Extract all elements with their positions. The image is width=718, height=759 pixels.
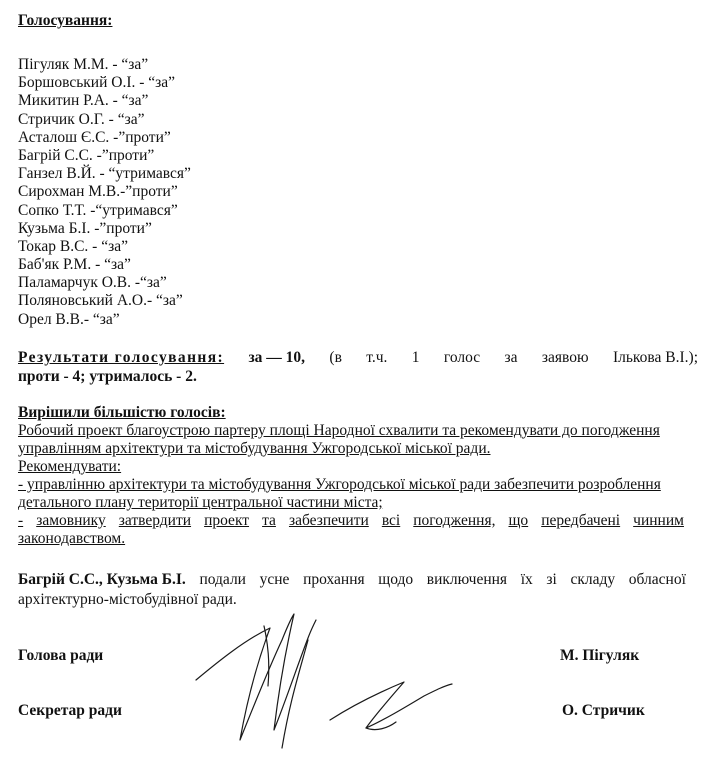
decision-word: забезпечити bbox=[288, 512, 369, 529]
request-line-1 bbox=[18, 570, 686, 590]
vote-item: Сопко Т.Т. -“утримався” bbox=[18, 201, 178, 219]
vote-item: Пігуляк М.М. - “за” bbox=[18, 56, 149, 73]
decision-word: погодження, bbox=[413, 512, 496, 529]
results-word: 1 bbox=[411, 349, 420, 366]
request-word: обласної bbox=[628, 571, 686, 588]
decision-word: всі bbox=[381, 512, 401, 529]
request-word: щодо bbox=[378, 571, 414, 588]
decision-word: проект bbox=[204, 512, 250, 529]
chair-name: М. Пігуляк bbox=[560, 647, 640, 664]
vote-item: Стричик О.Г. - “за” bbox=[18, 110, 145, 128]
vote-item: Боршовський О.І. - “за” bbox=[18, 74, 176, 92]
vote-item: Асталош Є.С. -”проти” bbox=[18, 128, 171, 146]
decision-word: замовнику bbox=[36, 512, 106, 529]
voting-heading: Голосування: bbox=[18, 12, 113, 29]
vote-item: Поляновський А.О.- “за” bbox=[18, 292, 183, 310]
vote-item: Кузьма Б.І. -”проти” bbox=[18, 219, 152, 237]
results-word: заявою bbox=[541, 349, 589, 366]
vote-item: Орел В.В.- “за” bbox=[18, 310, 120, 328]
results-word: (в bbox=[329, 349, 342, 366]
decision-block bbox=[18, 404, 684, 548]
decision-word: та bbox=[262, 512, 276, 529]
vote-item: Паламарчук О.В. -“за” bbox=[18, 274, 167, 292]
results-label: Результати голосування: bbox=[18, 349, 225, 366]
vote-item: Токар В.С. - “за” bbox=[18, 237, 128, 255]
secretary-name: О. Стричик bbox=[562, 702, 645, 719]
decision-line: - управлінню архітектури та містобудування Ужгородської міської ради забезпечити розроблення bbox=[18, 476, 661, 493]
results-for-count: за — 10, bbox=[248, 349, 306, 366]
results-word: т.ч. bbox=[366, 349, 388, 366]
results-word: голос bbox=[443, 349, 481, 366]
decision-line: законодавством. bbox=[18, 530, 126, 547]
request-word: усне bbox=[259, 571, 290, 588]
decision-line bbox=[18, 512, 684, 530]
request-word: подали bbox=[199, 571, 246, 588]
decision-line: Робочий проект благоустрою партеру площі Народної схвалити та рекомендувати до погодження bbox=[18, 422, 660, 439]
decision-word: - bbox=[18, 512, 24, 529]
request-word: зі bbox=[546, 571, 557, 588]
request-names: Багрій С.С., Кузьма Б.І. bbox=[18, 571, 186, 588]
voting-results bbox=[18, 348, 698, 386]
request-line-2: архітектурно-містобудівної ради. bbox=[18, 591, 237, 608]
chair-label: Голова ради bbox=[18, 647, 104, 664]
handwritten-signature bbox=[190, 600, 460, 759]
vote-item: Ганзел В.Й. - “утримався” bbox=[18, 165, 191, 183]
results-line-1 bbox=[18, 348, 698, 367]
decision-line: детального плану території центральної частини міста; bbox=[18, 494, 383, 511]
decision-word: чинним bbox=[633, 512, 684, 529]
decision-word: затвердити bbox=[118, 512, 192, 529]
request-word: складу bbox=[570, 571, 616, 588]
results-word: за bbox=[504, 349, 518, 366]
decision-word: що bbox=[508, 512, 529, 529]
vote-item: Микитин Р.А. - “за” bbox=[18, 92, 149, 110]
results-against-abstain: проти - 4; утрималось - 2. bbox=[18, 368, 197, 385]
decision-word: передбачені bbox=[541, 512, 621, 529]
results-word: Ількова В.І.); bbox=[612, 349, 698, 366]
decision-line: управлінням архітектури та містобудування Ужгородської міської ради. bbox=[18, 440, 491, 457]
secretary-label: Секретар ради bbox=[18, 702, 122, 719]
decision-line: Рекомендувати: bbox=[18, 458, 122, 475]
decision-heading: Вирішили більшістю голосів: bbox=[18, 404, 226, 421]
votes-list bbox=[18, 56, 191, 329]
request-word: прохання bbox=[303, 571, 365, 588]
vote-item: Сирохман М.В.-”проти” bbox=[18, 183, 178, 201]
request-word: виключення bbox=[426, 571, 508, 588]
vote-item: Багрій С.С. -”проти” bbox=[18, 146, 155, 164]
request-word: їх bbox=[520, 571, 533, 588]
vote-item: Баб'як Р.М. - “за” bbox=[18, 256, 131, 274]
